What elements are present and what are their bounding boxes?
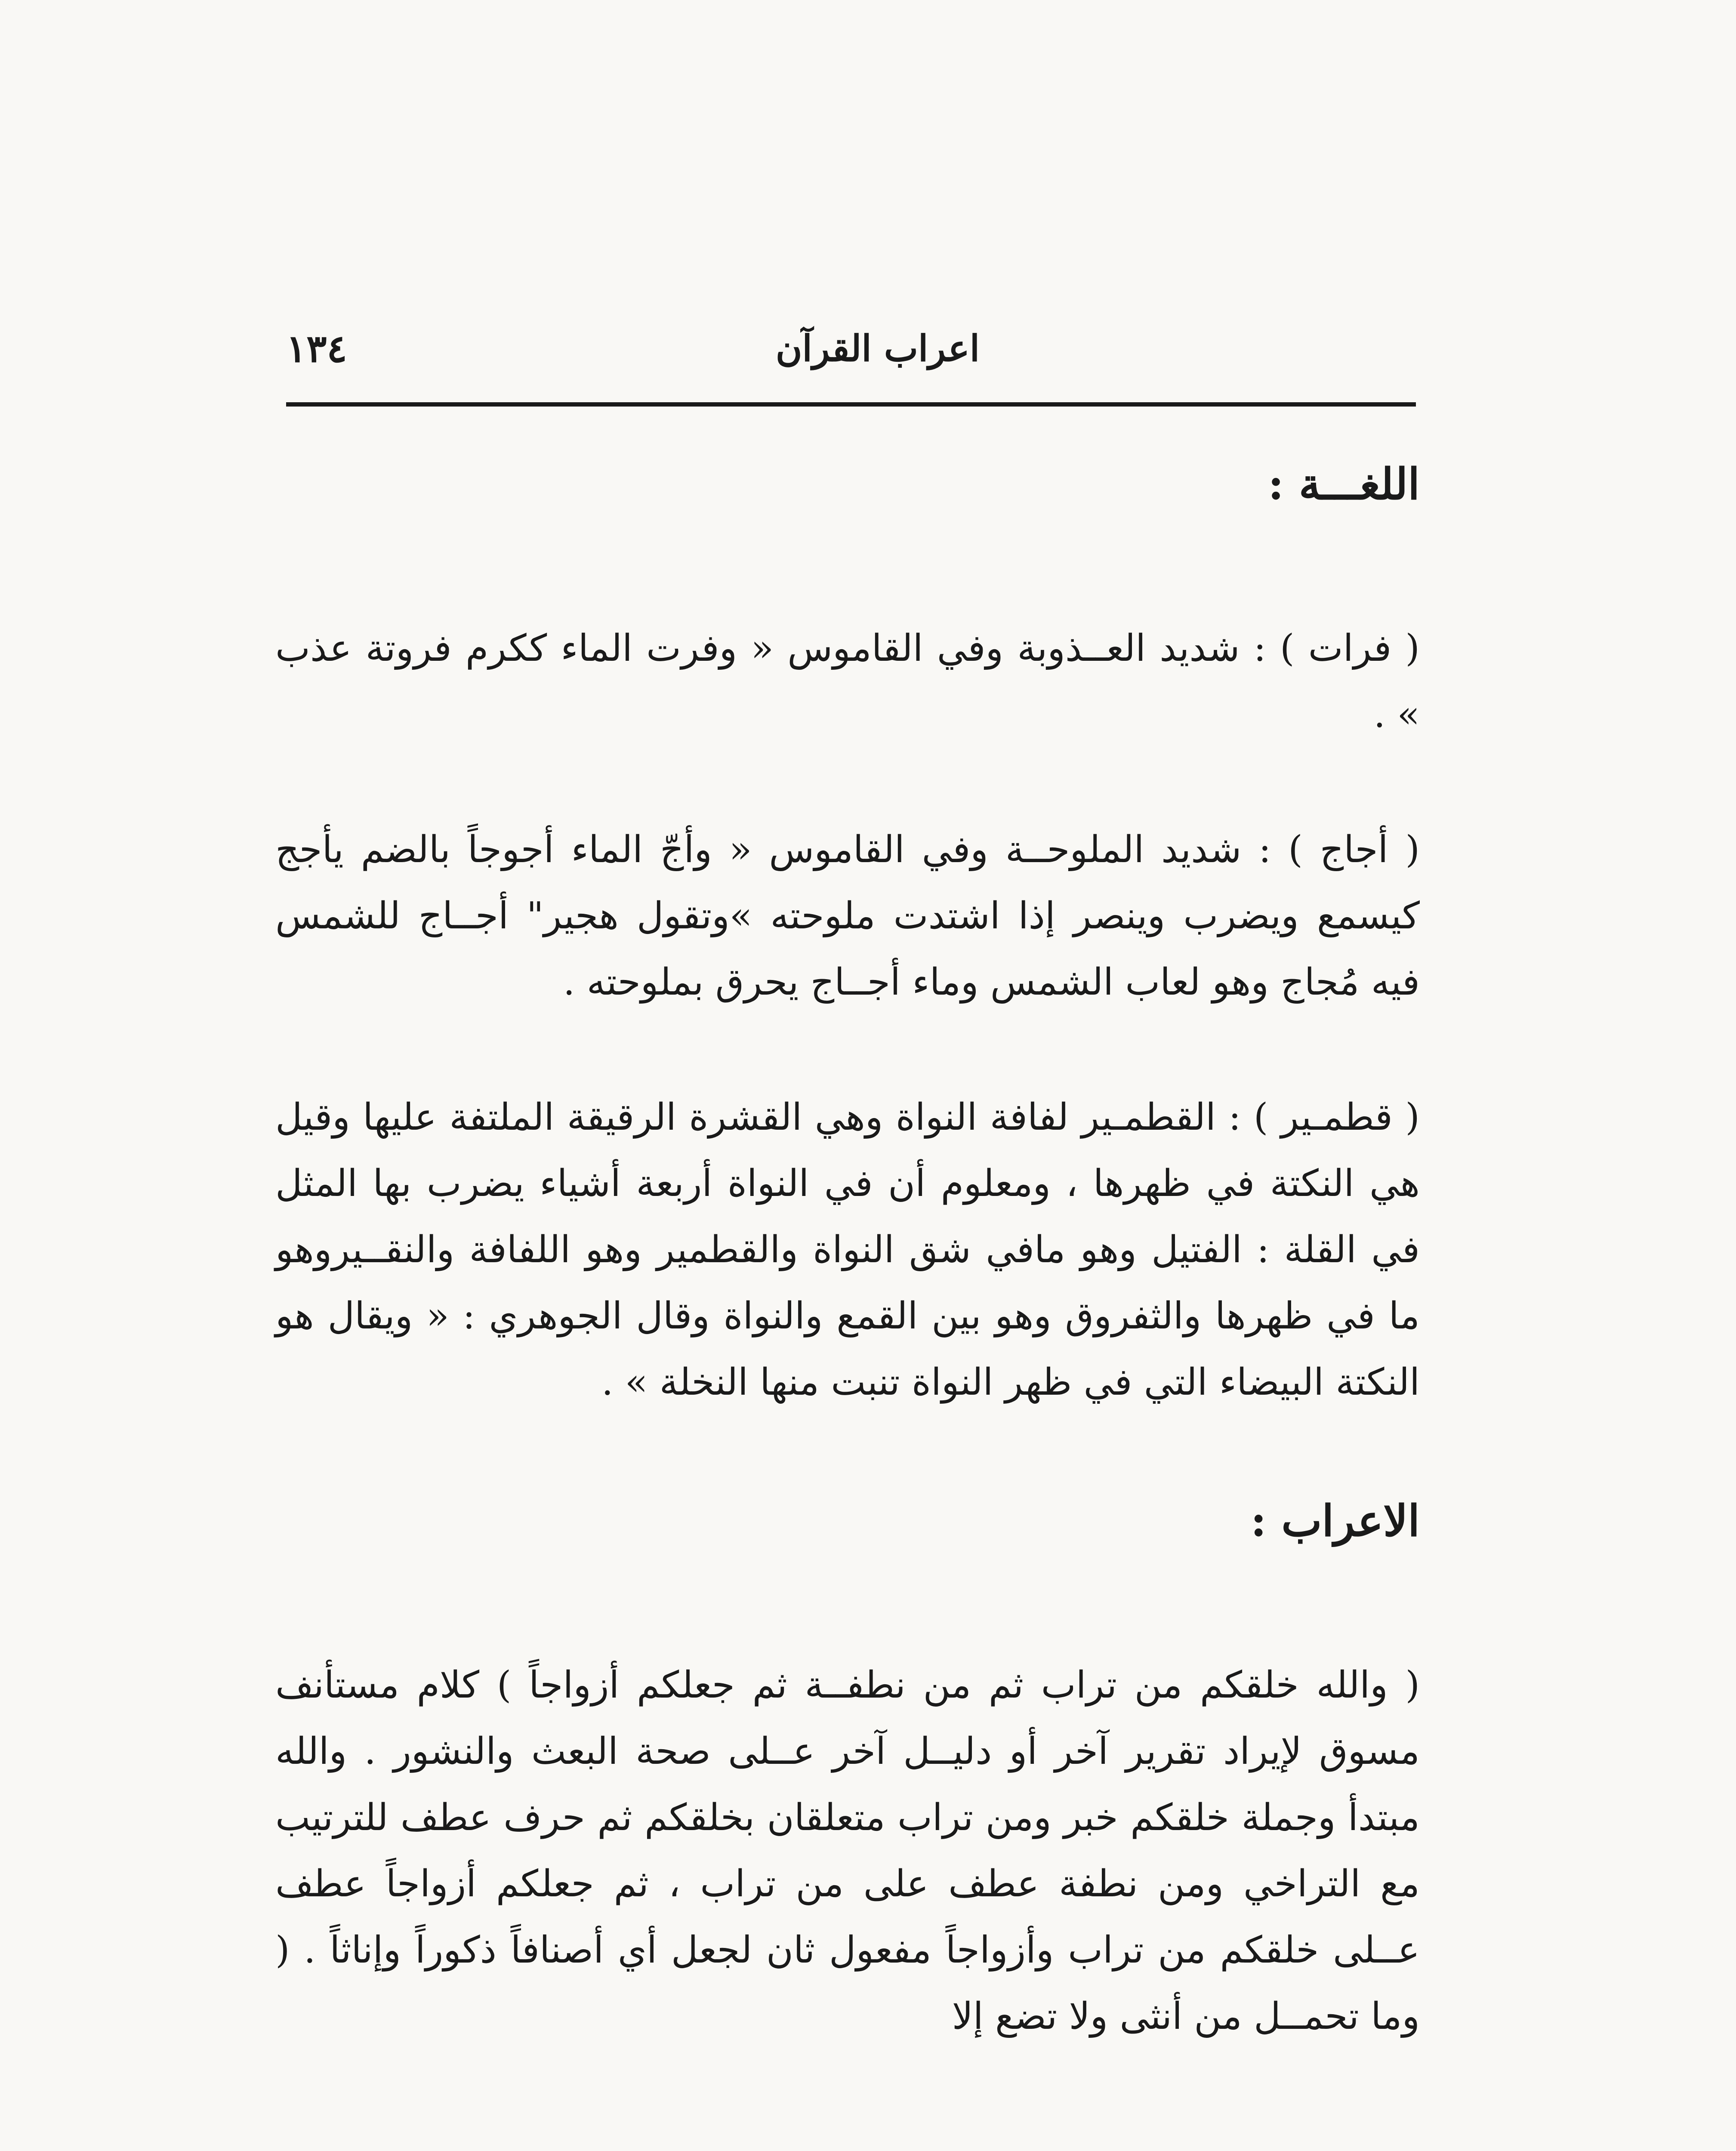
section-heading-lughah: اللغـــة :	[1268, 459, 1420, 509]
running-title: اعراب القرآن	[775, 327, 980, 370]
page-body	[275, 435, 1420, 2049]
header-rule	[286, 402, 1416, 407]
entry-ujaj: ( أجاج ) : شديد الملوحــة وفي القاموس « وأجّ الماء أجوجاً بالضم يأجج كيسمع ويضرب وينصر إذا اشتدت ملوحته »وتقول هجير" أجــاج للشمس فيه مُجاج وهو لعاب الشمس وماء أجــاج يحرق بملوحته .	[275, 828, 1420, 1004]
section-heading-irab: الاعراب :	[1250, 1495, 1420, 1546]
entry-furat: ( فرات ) : شديد العــذوبة وفي القاموس « وفرت الماء ككرم فروتة عذب » .	[275, 627, 1420, 736]
page-header	[286, 320, 1416, 385]
page-number: ١٣٤	[286, 326, 347, 371]
entry-qitmir: ( قطمـير ) : القطمـير لفافة النواة وهي القشرة الرقيقة الملتفة عليها وقيل هي النكتة في ظهرها ، ومعلوم أن في النواة أربعة أشياء يضرب بها المثل في القلة : الفتيل وهو مافي شق النواة والقطمير وهو اللفافة والنقــيروهو ما في ظهرها والثفروق وهو بين القمع والنواة وقال الجوهري : « ويقال هو النكتة البيضاء التي في ظهر النواة تنبت منها النخلة » .	[275, 1096, 1420, 1404]
entry-irab-1: ( والله خلقكم من تراب ثم من نطفــة ثم جعلكم أزواجاً ) كلام مستأنف مسوق لإيراد تقرير آخر أو دليــل آخر عــلى صحة البعث والنشور . والله مبتدأ وجملة خلقكم خبر ومن تراب متعلقان بخلقكم ثم حرف عطف للترتيب مع التراخي ومن نطفة عطف على من تراب ، ثم جعلكم أزواجاً عطف عــلى خلقكم من تراب وأزواجاً مفعول ثان لجعل أي أصنافاً ذكوراً وإناثاً . ( وما تحمــل من أنثى ولا تضع إلا	[275, 1664, 1420, 2038]
